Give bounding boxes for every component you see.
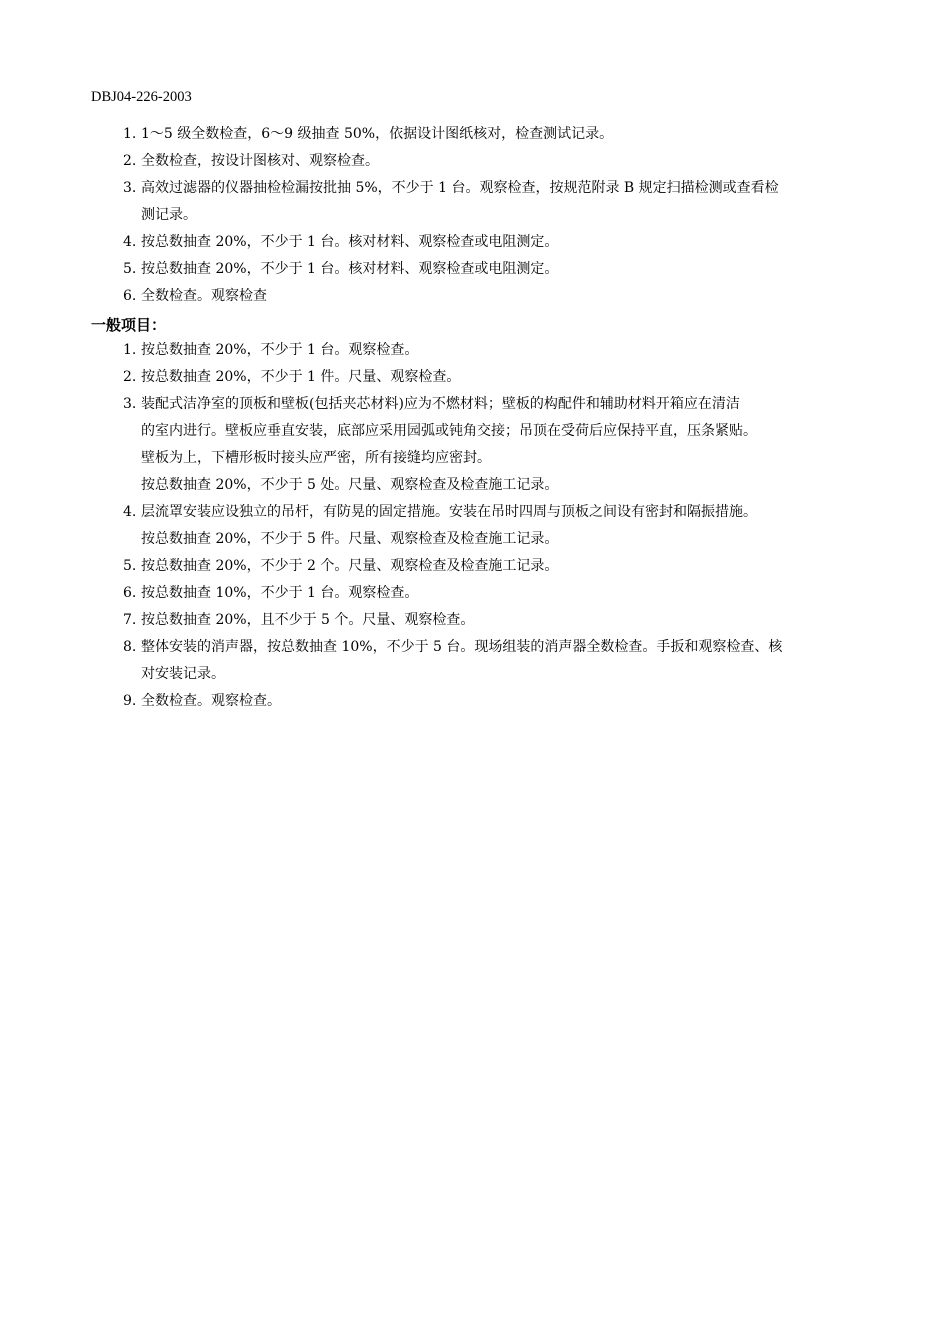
general-item-1 <box>123 337 863 364</box>
item-number: 2. <box>123 369 137 385</box>
item-text: 按总数抽查 20%，且不少于 5 个。尺量、观察检查。 <box>141 612 475 628</box>
general-item-9 <box>123 688 863 715</box>
item-text-continuation: 按总数抽查 20%，不少于 5 件。尺量、观察检查及检查施工记录。 <box>141 531 559 547</box>
general-items-heading: 一般项目： <box>91 316 167 334</box>
item-text: 按总数抽查 20%，不少于 1 件。尺量、观察检查。 <box>141 369 461 385</box>
item-number: 5. <box>123 261 137 277</box>
item-text: 整体安装的消声器，按总数抽查 10%，不少于 5 台。现场组装的消声器全数检查。手扳和观察检查、核 <box>141 639 783 655</box>
item-text: 高效过滤器的仪器抽检检漏按批抽 5%，不少于 1 台。观察检查，按规范附录 B 规定扫描检测或查看检 <box>141 180 779 196</box>
item-number: 2. <box>123 153 137 169</box>
item-number: 4. <box>123 234 137 250</box>
general-item-7 <box>123 607 863 634</box>
item-text: 按总数抽查 20%，不少于 1 台。观察检查。 <box>141 342 419 358</box>
item-number: 5. <box>123 558 137 574</box>
general-item-5 <box>123 553 863 580</box>
item-text: 按总数抽查 20%，不少于 1 台。核对材料、观察检查或电阻测定。 <box>141 261 559 277</box>
general-item-6 <box>123 580 863 607</box>
item-number: 9. <box>123 693 137 709</box>
item-number: 7. <box>123 612 137 628</box>
item-text: 层流罩安装应设独立的吊杆，有防晃的固定措施。安装在吊时四周与顶板之间设有密封和隔振措施。 <box>141 504 757 520</box>
main-item-6 <box>123 283 863 310</box>
general-item-3 <box>123 391 863 499</box>
main-items-list <box>0 121 950 310</box>
item-text-continuation: 测记录。 <box>141 207 197 223</box>
general-item-8 <box>123 634 863 688</box>
item-text: 按总数抽查 20%，不少于 1 台。核对材料、观察检查或电阻测定。 <box>141 234 559 250</box>
general-item-2 <box>123 364 863 391</box>
item-text-continuation: 的室内进行。壁板应垂直安装，底部应采用园弧或钝角交接；吊顶在受荷后应保持平直，压条紧贴。 <box>141 423 757 439</box>
item-number: 8. <box>123 639 137 655</box>
item-text: 按总数抽查 20%，不少于 2 个。尺量、观察检查及检查施工记录。 <box>141 558 559 574</box>
item-text: 按总数抽查 10%，不少于 1 台。观察检查。 <box>141 585 419 601</box>
general-items-list <box>0 337 950 715</box>
item-text-continuation: 按总数抽查 20%，不少于 5 处。尺量、观察检查及检查施工记录。 <box>141 477 559 493</box>
item-number: 6. <box>123 288 137 304</box>
item-text: 全数检查。观察检查。 <box>141 693 281 709</box>
item-text-continuation: 壁板为上，下槽形板时接头应严密，所有接缝均应密封。 <box>141 450 491 466</box>
item-text: 全数检查。观察检查 <box>141 288 267 304</box>
item-text: 1～5 级全数检查，6～9 级抽查 50%，依据设计图纸核对，检查测试记录。 <box>141 126 614 142</box>
main-item-4 <box>123 229 863 256</box>
main-item-5 <box>123 256 863 283</box>
item-text: 全数检查，按设计图核对、观察检查。 <box>141 153 379 169</box>
item-number: 3. <box>123 396 137 412</box>
item-number: 4. <box>123 504 137 520</box>
main-item-2 <box>123 148 863 175</box>
item-text-continuation: 对安装记录。 <box>141 666 225 682</box>
document-code: DBJ04-226-2003 <box>91 89 192 105</box>
item-number: 1. <box>123 126 137 142</box>
main-item-3 <box>123 175 863 229</box>
item-text: 装配式洁净室的顶板和壁板(包括夹芯材料)应为不燃材料；壁板的构配件和辅助材料开箱应在清洁 <box>141 396 740 412</box>
item-number: 3. <box>123 180 137 196</box>
general-item-4 <box>123 499 863 553</box>
item-number: 1. <box>123 342 137 358</box>
item-number: 6. <box>123 585 137 601</box>
main-item-1 <box>123 121 863 148</box>
